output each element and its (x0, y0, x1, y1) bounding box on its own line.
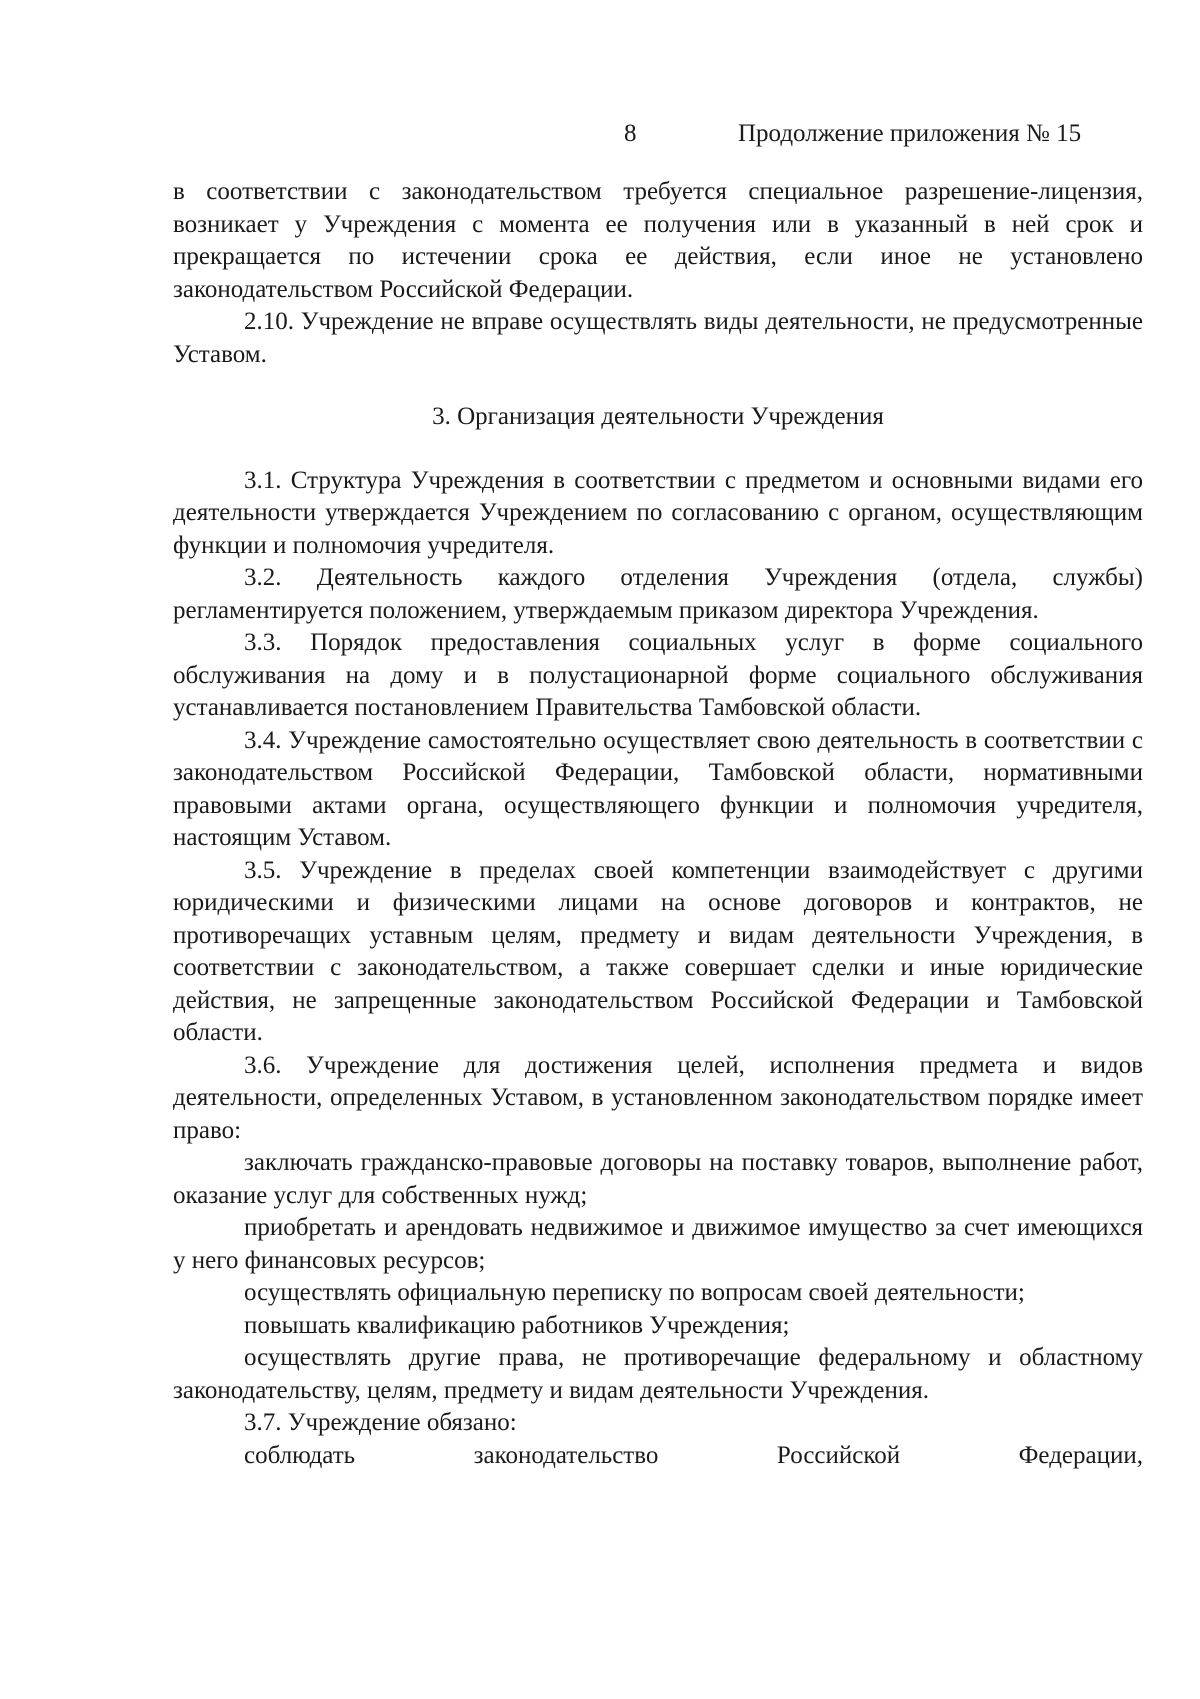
paragraph-3-1: 3.1. Структура Учреждения в соответствии с предметом и основными видами его деятельности утверждается Учреждением по согласованию с органом, осуществляющим функции и полномочия учредителя. (173, 466, 1143, 559)
appendix-continuation-label: Продолжение приложения № 15 (738, 120, 1082, 147)
list-item-3-6-qualification: повышать квалификацию работников Учреждения; (244, 1311, 790, 1339)
paragraph-3-5: 3.5. Учреждение в пределах своей компетенции взаимодействует с другими юридическими и физическими лицами на основе договоров и контрактов, не противоречащих уставным целям, предмету и видам деятельности Учреждения, в соответствии с законодательством, а также совершает сделки и иные юридические действия, не запрещенные законодательством Российской Федерации и Тамбовской области. (173, 856, 1143, 1046)
paragraph-continuation: в соответствии с законодательством требуется специальное разрешение-лицензия, возникает у Учреждения с момента ее получения или в указанный в ней срок и прекращается по истечении срока ее действия, если иное не установлено законодательством Российской Федерации. (173, 178, 1143, 303)
page-header (0, 114, 1200, 154)
paragraph-3-7: 3.7. Учреждение обязано: (244, 1409, 517, 1436)
list-item-3-6-contracts: заключать гражданско-правовые договоры на поставку товаров, выполнение работ, оказание услуг для собственных нужд; (173, 1149, 1143, 1209)
paragraph-3-6: 3.6. Учреждение для достижения целей, исполнения предмета и видов деятельности, определенных Уставом, в установленном законодательством порядке имеет право: (173, 1051, 1143, 1144)
paragraph-3-2: 3.2. Деятельность каждого отделения Учреждения (отдела, службы) регламентируется положением, утверждаемым приказом директора Учреждения. (173, 564, 1143, 624)
list-item-3-7-comply: соблюдать законодательство Российской Федерации, (244, 1441, 1143, 1469)
document-body (173, 176, 1143, 1472)
list-item-3-6-property: приобретать и арендовать недвижимое и движимое имущество за счет имеющихся у него финансовых ресурсов; (173, 1214, 1143, 1274)
page-number: 8 (624, 120, 637, 147)
paragraph-3-4: 3.4. Учреждение самостоятельно осуществляет свою деятельность в соответствии с законодательством Российской Федерации, Тамбовской области, нормативными правовыми актами органа, осуществляющего функции и полномочия учредителя, настоящим Уставом. (173, 726, 1143, 851)
list-item-3-6-correspondence: осуществлять официальную переписку по вопросам своей деятельности; (244, 1279, 1025, 1306)
paragraph-2-10: 2.10. Учреждение не вправе осуществлять виды деятельности, не предусмотренные Уставом. (173, 308, 1143, 368)
section-3-heading: 3. Организация деятельности Учреждения (432, 403, 884, 430)
paragraph-3-3: 3.3. Порядок предоставления социальных услуг в форме социального обслуживания на дому и в полустационарной форме социального обслуживания устанавливается постановлением Правительства Тамбовской области. (173, 629, 1143, 721)
list-item-3-6-other-rights: осуществлять другие права, не противоречащие федеральному и областному законодательству, целям, предмету и видам деятельности Учреждения. (173, 1344, 1143, 1404)
